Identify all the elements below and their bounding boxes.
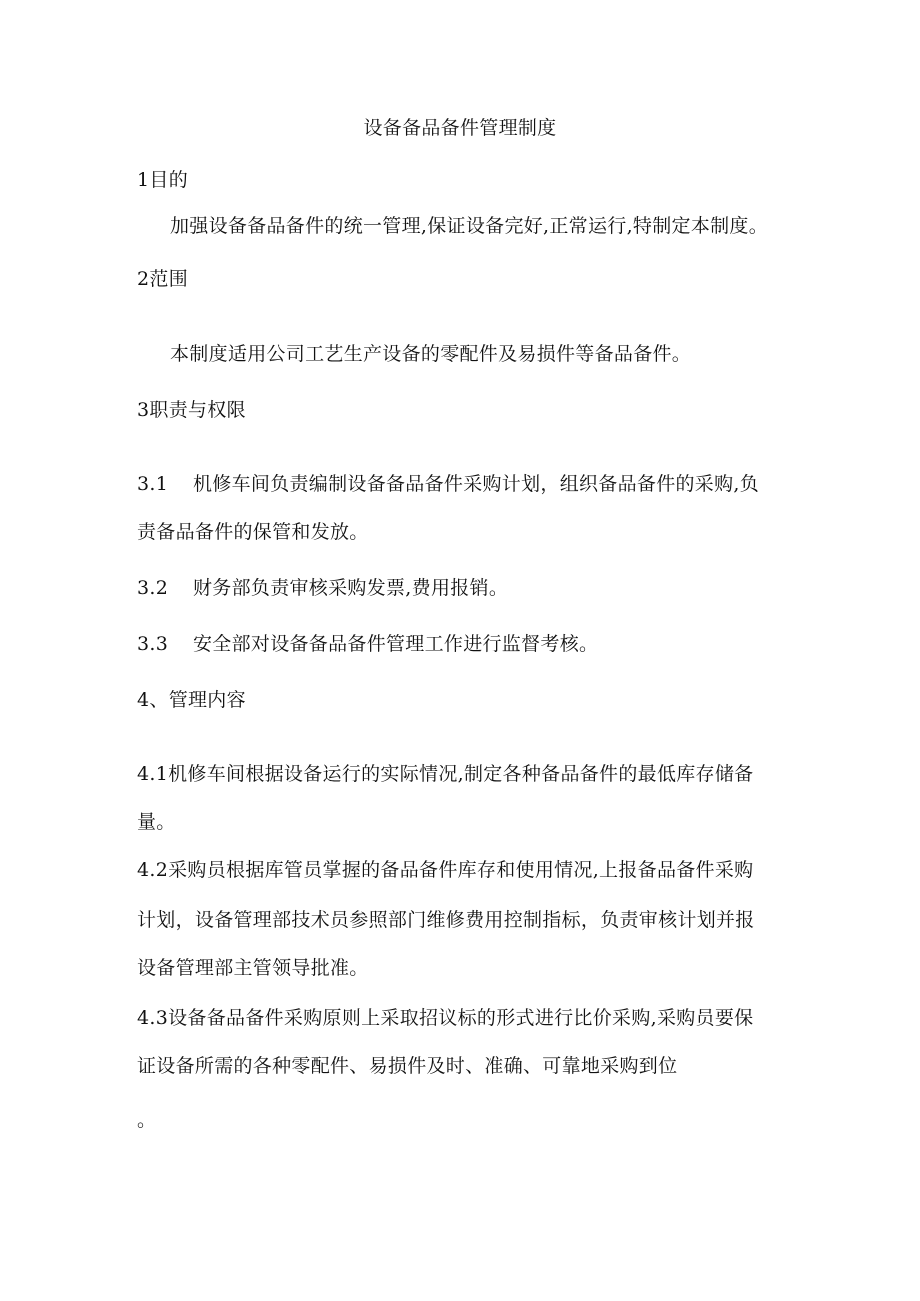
section-4-heading: 4、管理内容: [137, 689, 246, 711]
item-text: 安全部对设备备品备件管理工作进行监督考核。: [193, 633, 599, 655]
section-4-item-3-line-2: 证设备所需的各种零配件、易损件及时、准确、可靠地采购到位: [137, 1055, 678, 1077]
section-1-body: 加强设备备品备件的统一管理,保证设备完好,正常运行,特制定本制度。: [170, 215, 769, 237]
item-number: 3.3: [137, 633, 169, 655]
section-3-heading: 3职责与权限: [137, 399, 246, 421]
section-4-item-2-line-2: 计划，设备管理部技术员参照部门维修费用控制指标，负责审核计划并报: [137, 909, 755, 931]
section-2-heading: 2范围: [137, 268, 188, 290]
section-4-item-1-line-1: 4.1机修车间根据设备运行的实际情况,制定各种备品备件的最低库存储备: [137, 763, 754, 785]
section-3-item-1-cont: 责备品备件的保管和发放。: [137, 521, 369, 543]
section-4-item-2-line-1: 4.2采购员根据库管员掌握的备品备件库存和使用情况,上报备品备件采购: [137, 859, 754, 881]
item-number: 3.1: [137, 473, 169, 495]
item-number: 3.2: [137, 577, 169, 599]
section-1-heading: 1目的: [137, 169, 188, 191]
item-text: 财务部负责审核采购发票,费用报销。: [193, 577, 509, 599]
section-2-body: 本制度适用公司工艺生产设备的零配件及易损件等备品备件。: [170, 343, 692, 365]
section-4-item-3-line-3: 。: [137, 1109, 157, 1131]
section-4-item-1-line-2: 量。: [137, 811, 176, 833]
section-3-item-1: [137, 472, 759, 496]
section-4-item-2-line-3: 设备管理部主管领导批准。: [137, 957, 369, 979]
section-4-item-3-line-1: 4.3设备备品备件采购原则上采取招议标的形式进行比价采购,采购员要保: [137, 1007, 754, 1029]
item-text: 机修车间负责编制设备备品备件采购计划，组织备品备件的采购,负: [193, 473, 760, 495]
document-title: 设备备品备件管理制度: [363, 117, 557, 139]
section-3-item-2: [137, 576, 508, 600]
section-3-item-3: [137, 632, 598, 656]
